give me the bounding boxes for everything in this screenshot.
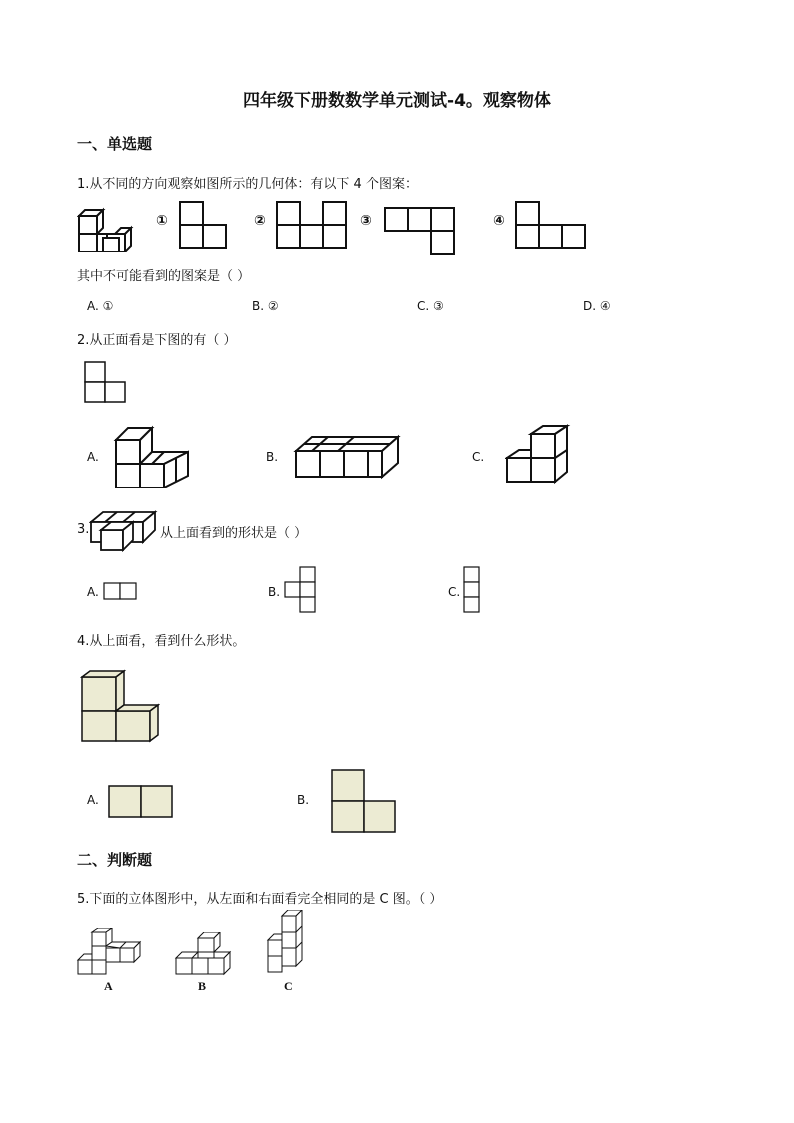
q5-figure-c-label: C	[284, 979, 293, 993]
q3-option-c-figure[interactable]	[463, 566, 481, 614]
q4-option-b-figure[interactable]	[331, 769, 397, 835]
q1-pattern-1	[179, 201, 227, 249]
q1-pattern-2	[276, 201, 348, 249]
q1-option-a[interactable]: A. ①	[87, 299, 114, 313]
q1-pattern-label-3: ③	[360, 213, 372, 229]
q1-pattern-3	[384, 207, 456, 257]
question-5-stem: 5.下面的立体图形中，从左面和右面看完全相同的是 C 图。（ ）	[77, 892, 443, 907]
q4-option-a[interactable]: A.	[87, 793, 99, 807]
q3-solid-figure	[89, 508, 161, 552]
q1-pattern-4	[515, 201, 587, 249]
q5-figure-a	[76, 928, 142, 976]
question-4-stem: 4.从上面看，看到什么形状。	[77, 634, 246, 649]
question-1-followup: 其中不可能看到的图案是（ ）	[77, 269, 251, 284]
q3-option-a-figure[interactable]	[103, 582, 137, 600]
q4-option-a-figure[interactable]	[108, 785, 174, 819]
q1-pattern-label-4: ④	[493, 213, 505, 229]
question-2-stem: 2.从正面看是下图的有（ ）	[77, 333, 237, 348]
question-1-stem: 1.从不同的方向观察如图所示的几何体：有以下 4 个图案：	[77, 177, 418, 192]
section-heading-single-choice: 一、单选题	[77, 135, 153, 153]
q3-option-b-figure[interactable]	[284, 566, 318, 614]
q2-option-a[interactable]: A.	[87, 450, 99, 464]
q1-option-b[interactable]: B. ②	[252, 299, 279, 313]
q5-figure-b	[174, 932, 234, 978]
q4-solid-figure	[80, 669, 160, 743]
q5-figure-a-label: A	[104, 979, 113, 993]
q2-option-c[interactable]: C.	[472, 450, 485, 464]
q4-option-b[interactable]: B.	[297, 793, 310, 807]
q1-solid-figure	[77, 204, 137, 252]
q5-figure-b-label: B	[198, 979, 207, 993]
q3-option-c[interactable]: C.	[448, 585, 461, 599]
q2-option-c-figure[interactable]	[505, 424, 577, 486]
page-title: 四年级下册数数学单元测试-4。观察物体	[243, 91, 551, 111]
question-3-number: 3.	[77, 522, 90, 537]
q5-figure-c	[266, 910, 308, 976]
q1-pattern-label-1: ①	[156, 213, 168, 229]
q3-option-a[interactable]: A.	[87, 585, 99, 599]
q3-option-b[interactable]: B.	[268, 585, 281, 599]
question-3-stem: 从上面看到的形状是（ ）	[160, 526, 308, 541]
q1-option-d[interactable]: D. ④	[583, 299, 611, 313]
q1-option-c[interactable]: C. ③	[417, 299, 444, 313]
q2-front-view-figure	[84, 361, 126, 403]
q2-option-b-figure[interactable]	[292, 431, 402, 481]
q2-option-b[interactable]: B.	[266, 450, 279, 464]
q1-pattern-label-2: ②	[254, 213, 266, 229]
q2-option-a-figure[interactable]	[112, 424, 196, 488]
section-heading-true-false: 二、判断题	[77, 851, 153, 869]
